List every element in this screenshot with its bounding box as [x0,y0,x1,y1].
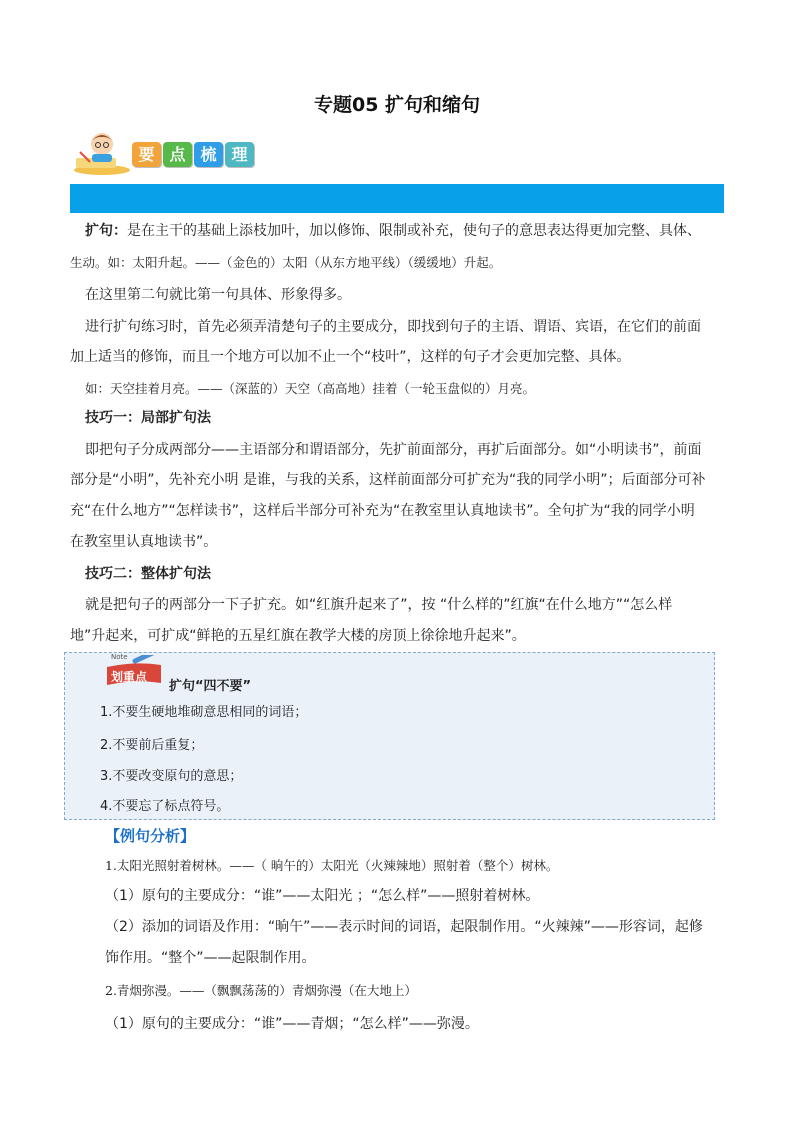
intro-line-4: 进行扩句练习时，首先必须弄清楚句子的主要成分，即找到句子的主语、谓语、宾语，在它们的前面 [85,319,701,335]
example-1-analysis-b: （2）添加的词语及作用：“晌午”——表示时间的词语，起限制作用。“火辣辣”——形容词，起修 [105,919,703,935]
tip1-line-2: 部分是“小明”，先补充小明 是谁，与我的关系，这样前面部分可扩充为“我的同学小明”；后面部分可补 [70,472,706,488]
section-divider-bar [70,184,724,213]
section-badge [72,128,262,176]
intro-line-1: 扩句：是在主干的基础上添枝加叶，加以修饰、限制或补充，使句子的意思表达得更加完整、具体、 [85,223,701,239]
example-2: 2.青烟弥漫。——（飘飘荡荡的）青烟弥漫（在大地上） [105,983,417,998]
intro-line-3: 在这里第二句就比第一句具体、形象得多。 [85,287,351,303]
keypoints-tag [105,653,165,689]
keypoint-item: 4.不要忘了标点符号。 [100,799,230,814]
tip2-line-2: 地”升起来，可扩成“鲜艳的五星红旗在教学大楼的房顶上徐徐地升起来”。 [70,628,526,644]
examples-heading: 【例句分析】 [105,827,196,845]
keypoints-box [64,652,715,820]
tip1-line-3: 充“在什么地方”“怎样读书”，这样后半部分可补充为“在教室里认真地读书”。全句扩为“我的同学小明 [70,503,695,519]
page-title: 专题05 扩句和缩句 [313,94,481,116]
tip1-line-4: 在教室里认真地读书”。 [70,534,218,550]
tip2-line-1: 就是把句子的两部分一下子扩充。如“红旗升起来了”，按 “什么样的”红旗“在什么地方”“怎么样 [85,597,673,613]
tip1-heading: 技巧一：局部扩句法 [85,410,211,426]
badge-char-3: 梳 [194,142,223,167]
keypoints-title: 扩句“四不要” [169,679,252,694]
keypoint-item: 2.不要前后重复； [100,738,204,753]
example-2-analysis-a: （1）原句的主要成分：“谁”——青烟；“怎么样”——弥漫。 [105,1016,479,1032]
keypoints-tag-label: 划重点 [111,670,148,684]
keypoint-item: 3.不要改变原句的意思； [100,769,243,784]
example-1: 1.太阳光照射着树林。——（ 晌午的）太阳光（火辣辣地）照射着（整个）树林。 [105,858,559,873]
tip1-line-1: 即把句子分成两部分——主语部分和谓语部分，先扩前面部分，再扩后面部分。如“小明读书”，前面 [85,442,702,458]
badge-char-4: 理 [225,142,254,167]
intro-line-5: 加上适当的修饰，而且一个地方可以加不止一个“枝叶”，这样的句子才会更加完整、具体。 [70,349,631,365]
intro-label: 扩句： [85,223,127,239]
tip2-heading: 技巧二：整体扩句法 [85,566,211,582]
example-1-analysis-a: （1）原句的主要成分：“谁”——太阳光 ；“怎么样”——照射着树林。 [105,888,540,904]
badge-char-1: 要 [132,142,161,167]
intro-example: 如：天空挂着月亮。——（深蓝的）天空（高高地）挂着（一轮玉盘似的）月亮。 [85,381,536,396]
example-1-analysis-b2: 饰作用。“整个”——起限制作用。 [105,950,316,966]
keypoints-tag-note: Note [111,653,128,661]
intro-line-2: 生动。如：太阳升起。——（金色的）太阳（从东方地平线）（缓缓地）升起。 [70,255,502,270]
badge-char-2: 点 [163,142,192,167]
student-writing-icon [72,128,132,176]
keypoint-item: 1.不要生硬地堆砌意思相同的词语； [100,705,308,720]
